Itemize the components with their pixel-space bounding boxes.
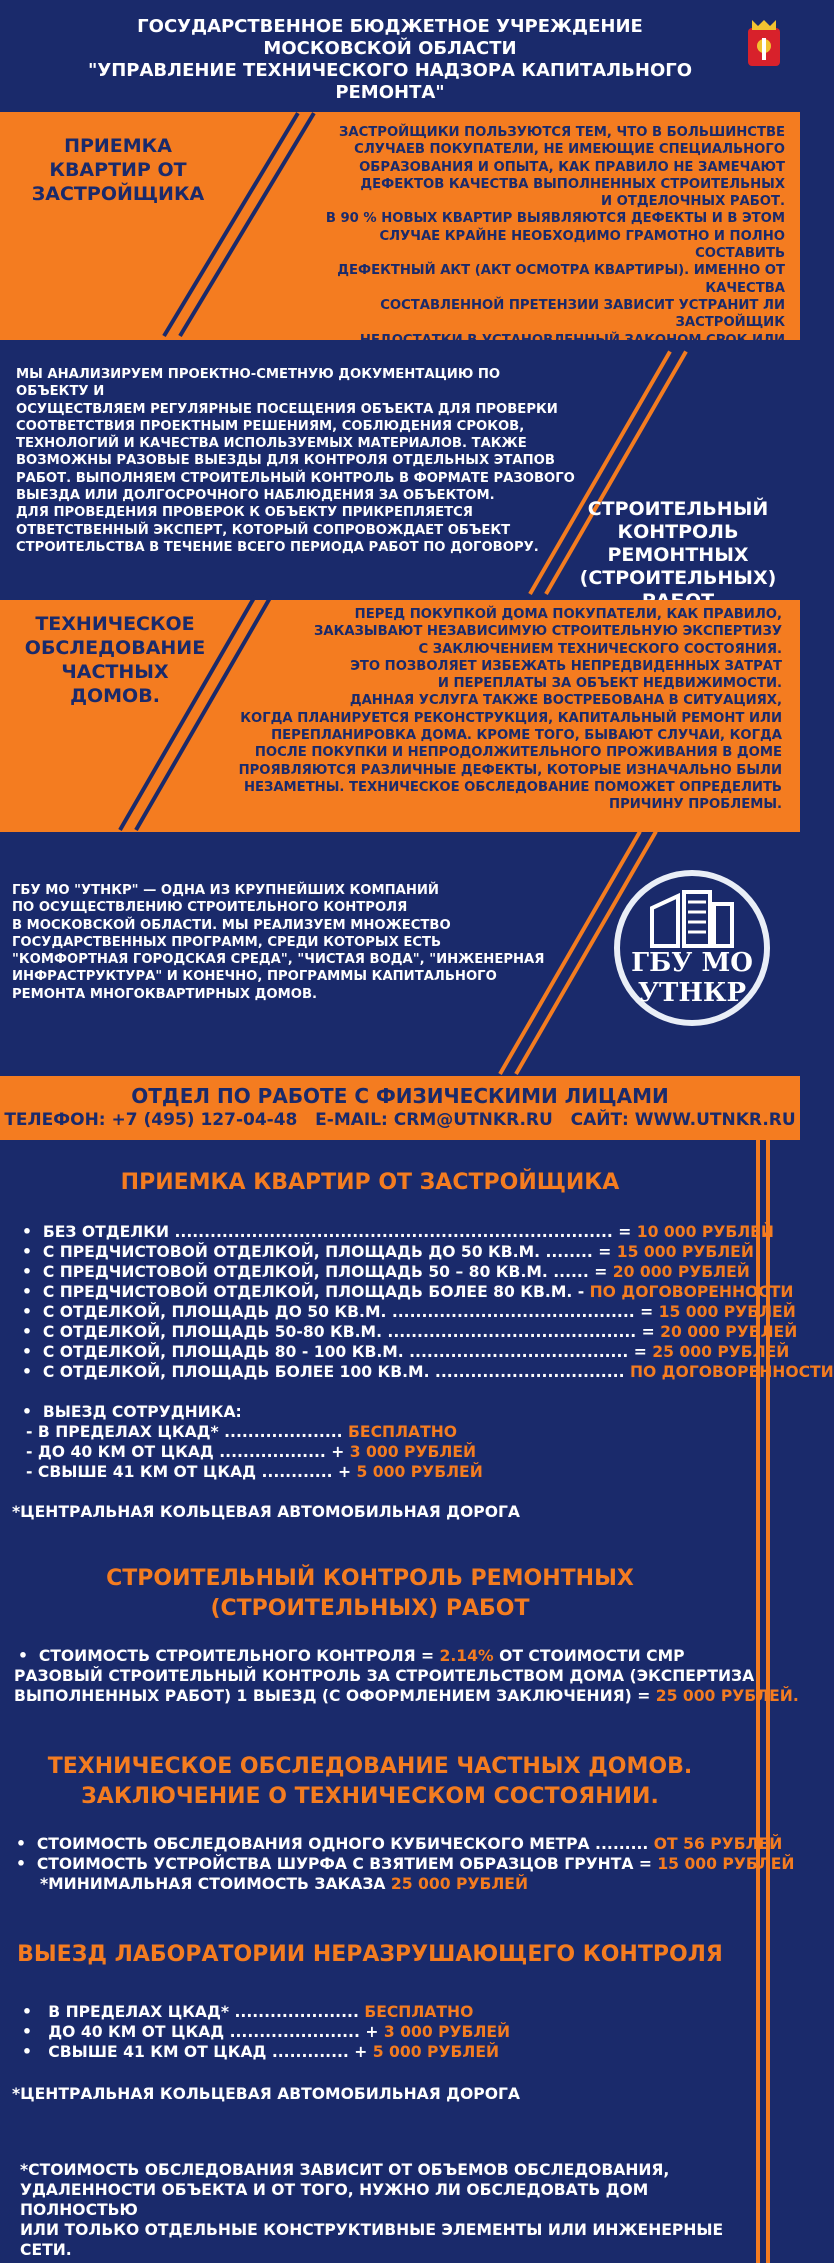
price-list-section: [0, 1140, 834, 2263]
visit-row: - СВЫШЕ 41 КМ ОТ ЦКАД ............ + 5 000 РУБЛЕЙ: [26, 1463, 483, 1481]
about-body: ГБУ МО "УТНКР" — ОДНА ИЗ КРУПНЕЙШИХ КОМПАНИЙ ПО ОСУЩЕСТВЛЕНИЮ СТРОИТЕЛЬНОГО КОНТРОЛЯ В МОСКОВСКОЙ ОБЛАСТИ. МЫ РЕАЛИЗУЕМ МНОЖЕСТВО ГОСУДАРСТВЕННЫХ ПРОГРАММ, СРЕДИ КОТОРЫХ ЕСТЬ "КОМФОРТНАЯ ГОРОДСКАЯ СРЕДА", "ЧИСТАЯ ВОДА", "ИНЖЕНЕРНАЯ ИНФРАСТРУКТУРА" И КОНЕЧНО, ПРОГРАММЫ КАПИТАЛЬНОГО РЕМОНТА МНОГОКВАРТИРНЫХ ДОМОВ.: [12, 883, 545, 1002]
contact-line: ТЕЛЕФОН: +7 (495) 127-04-48 E-MAIL: CRM@UTNKR.RU САЙТ: WWW.UTNKR.RU: [4, 1110, 796, 1130]
visit-row: - В ПРЕДЕЛАХ ЦКАД* .................... БЕСПЛАТНО: [26, 1423, 458, 1441]
logo-text-line-1: ГБУ МО: [631, 948, 753, 978]
price-row: • С ОТДЕЛКОЙ, ПЛОЩАДЬ 80 - 100 КВ.М. ..................................... = 25 000 РУБЛЕЙ: [22, 1343, 790, 1361]
acceptance-heading: ПРИЕМКА КВАРТИР ОТ ЗАСТРОЙЩИКА: [31, 135, 205, 205]
price-row: • БЕЗ ОТДЕЛКИ .......................................................................... = 10 000 РУБЛЕЙ: [22, 1223, 774, 1241]
inspection-price-row: • СТОИМОСТЬ УСТРОЙСТВА ШУРФА С ВЗЯТИЕМ ОБРАЗЦОВ ГРУНТА = 15 000 РУБЛЕЙ: [16, 1855, 795, 1873]
price-row: • С ПРЕДЧИСТОВОЙ ОТДЕЛКОЙ, ПЛОЩАДЬ 50 – 80 КВ.М. ...... = 20 000 РУБЛЕЙ: [22, 1263, 750, 1281]
price-row: • С ПРЕДЧИСТОВОЙ ОТДЕЛКОЙ, ПЛОЩАДЬ БОЛЕЕ 80 КВ.М. - ПО ДОГОВОРЕННОСТИ: [22, 1283, 794, 1301]
building-logo-icon: [648, 890, 736, 946]
visit-row: - ДО 40 КМ ОТ ЦКАД .................. + 3 000 РУБЛЕЙ: [26, 1443, 477, 1461]
construction-body: МЫ АНАЛИЗИРУЕМ ПРОЕКТНО-СМЕТНУЮ ДОКУМЕНТАЦИЮ ПО ОБЪЕКТУ И ОСУЩЕСТВЛЯЕМ РЕГУЛЯРНЫЕ ПОСЕЩЕНИЯ ОБЪЕКТА ДЛЯ ПРОВЕРКИ СООТВЕТСТВИЯ ПРОЕКТНЫМ РЕШЕНИЯМ, СОБЛЮДЕНИЯ СРОКОВ, ТЕХНОЛОГИЙ И КАЧЕСТВА ИСПОЛЬЗУЕМЫХ МАТЕРИАЛОВ. ТАКЖЕ ВОЗМОЖНЫ РАЗОВЫЕ ВЫЕЗДЫ ДЛЯ КОНТРОЛЯ ОТДЕЛЬНЫХ ЭТАПОВ РАБОТ. ВЫПОЛНЯЕМ СТРОИТЕЛЬНЫЙ КОНТРОЛЬ В ФОРМАТЕ РАЗОВОГО ВЫЕЗДА ИЛИ ДОЛГОСРОЧНОГО НАБЛЮДЕНИЯ ЗА ОБЪЕКТОМ. ДЛЯ ПРОВЕДЕНИЯ ПРОВЕРОК К ОБЪЕКТУ ПРИКРЕПЛЯЕТСЯ ОТВЕТСТВЕННЫЙ ЭКСПЕРТ, КОТОРЫЙ СОПРОВОЖДАЕТ ОБЪЕКТ СТРОИТЕЛЬСТВА В ТЕЧЕНИЕ ВСЕГО ПЕРИОДА РАБОТ ПО ДОГОВОРУ.: [16, 367, 575, 555]
acceptance-section: [0, 112, 800, 340]
title-line-3: "УПРАВЛЕНИЕ ТЕХНИЧЕСКОГО НАДЗОРА КАПИТАЛЬНОГО РЕМОНТА": [87, 60, 693, 103]
inspection-body: ПЕРЕД ПОКУПКОЙ ДОМА ПОКУПАТЕЛИ, КАК ПРАВИЛО, ЗАКАЗЫВАЮТ НЕЗАВИСИМУЮ СТРОИТЕЛЬНУЮ ЭКСПЕРТИЗУ С ЗАКЛЮЧЕНИЕМ ТЕХНИЧЕСКОГО СОСТОЯНИЯ. ЭТО ПОЗВОЛЯЕТ ИЗБЕЖАТЬ НЕПРЕДВИДЕННЫХ ЗАТРАТ И ПЕРЕПЛАТЫ ЗА ОБЪЕКТ НЕДВИЖИМОСТИ. ДАННАЯ УСЛУГА ТАКЖЕ ВОСТРЕБОВАНА В СИТУАЦИЯХ, КОГДА ПЛАНИРУЕТСЯ РЕКОНСТРУКЦИЯ, КАПИТАЛЬНЫЙ РЕМОНТ ИЛИ ПЕРЕПЛАНИРОВКА ДОМА. КРОМЕ ТОГО, БЫВАЮТ СЛУЧАИ, КОГДА ПОСЛЕ ПОКУПКИ И НЕПРОДОЛЖИТЕЛЬНОГО ПРОЖИВАНИЯ В ДОМЕ ПРОЯВЛЯЮТСЯ РАЗЛИЧНЫЕ ДЕФЕКТЫ, КОТОРЫЕ ИЗНАЧАЛЬНО БЫЛИ НЕЗАМЕТНЫ. ТЕХНИЧЕСКОЕ ОБСЛЕДОВАНИЕ ПОМОЖЕТ ОПРЕДЕЛИТЬ ПРИЧИНУ ПРОБЛЕМЫ.: [238, 607, 782, 813]
construction-price-row: ВЫПОЛНЕННЫХ РАБОТ) 1 ВЫЕЗД (С ОФОРМЛЕНИЕМ ЗАКЛЮЧЕНИЯ) = 25 000 РУБЛЕЙ.: [14, 1687, 799, 1705]
construction-heading: СТРОИТЕЛЬНЫЙ КОНТРОЛЬ РЕМОНТНЫХ (СТРОИТЕЛЬНЫХ): [579, 498, 777, 589]
inspection-heading: ТЕХНИЧЕСКОЕ ОБСЛЕДОВАНИЕ ЧАСТНЫХ ДОМОВ.: [24, 613, 206, 707]
contact-bar: [0, 1076, 800, 1140]
site-link[interactable]: WWW.UTNKR.RU: [634, 1110, 796, 1130]
price-row: • С ОТДЕЛКОЙ, ПЛОЩАДЬ БОЛЕЕ 100 КВ.М. ................................ ПО ДОГОВОРЕННОСТИ: [22, 1363, 834, 1381]
lab-price-row: • ДО 40 КМ ОТ ЦКАД ...................... + 3 000 РУБЛЕЙ: [22, 2023, 511, 2041]
lab-price-row: • СВЫШЕ 41 КМ ОТ ЦКАД ............. + 5 000 РУБЛЕЙ: [22, 2043, 500, 2061]
title-line-1: ГОСУДАРСТВЕННОЕ БЮДЖЕТНОЕ УЧРЕЖДЕНИЕ: [137, 16, 643, 37]
acceptance-body: ЗАСТРОЙЩИКИ ПОЛЬЗУЮТСЯ ТЕМ, ЧТО В БОЛЬШИНСТВЕ СЛУЧАЕВ ПОКУПАТЕЛИ, НЕ ИМЕЮЩИЕ СПЕЦИАЛЬНОГО ОБРАЗОВАНИЯ И ОПЫТА, КАК ПРАВИЛО НЕ ЗАМЕЧАЮТ ДЕФЕКТОВ КАЧЕСТВА ВЫПОЛНЕННЫХ СТРОИТЕЛЬНЫХ И ОТДЕЛОЧНЫХ РАБОТ. В 90 % НОВЫХ КВАРТИР ВЫЯВЛЯЮТСЯ ДЕФЕКТЫ И В ЭТОМ СЛУЧАЕ КРАЙНЕ НЕОБХОДИМО ГРАМОТНО И ПОЛНО СОСТАВИТЬ ДЕФЕКТНЫЙ АКТ (АКТ ОСМОТРА КВАРТИРЫ). ИМЕННО ОТ КАЧЕСТВА СОСТАВЛЕННОЙ ПРЕТЕНЗИИ ЗАВИСИТ УСТРАНИТ ЛИ ЗАСТРОЙЩИК: [325, 125, 785, 331]
inspection-price-row: • СТОИМОСТЬ ОБСЛЕДОВАНИЯ ОДНОГО КУБИЧЕСКОГО МЕТРА ......... ОТ 56 РУБЛЕЙ: [16, 1835, 783, 1853]
title-line-2: МОСКОВСКОЙ ОБЛАСТИ: [263, 38, 517, 59]
department-title: ОТДЕЛ ПО РАБОТЕ С ФИЗИЧЕСКИМИ ЛИЦАМИ: [131, 1084, 669, 1108]
price-lab-heading: ВЫЕЗД ЛАБОРАТОРИИ НЕРАЗРУШАЮЩЕГО КОНТРОЛЯ: [17, 1942, 723, 1967]
phone-link[interactable]: +7 (495) 127-04-48: [111, 1110, 298, 1130]
visit-title: • ВЫЕЗД СОТРУДНИКА:: [22, 1403, 242, 1421]
price-inspection-heading: ТЕХНИЧЕСКОЕ ОБСЛЕДОВАНИЕ ЧАСТНЫХ ДОМОВ. ЗАКЛЮЧЕНИЕ О ТЕХНИЧЕСКОМ СОСТОЯНИИ.: [47, 1754, 693, 1809]
construction-section: [0, 340, 800, 600]
organization-title: [40, 16, 740, 104]
logo-text-line-2: УТНКР: [637, 978, 747, 1008]
construction-price-row: • СТОИМОСТЬ СТРОИТЕЛЬНОГО КОНТРОЛЯ = 2.14% ОТ СТОИМОСТИ СМР: [18, 1647, 685, 1665]
header-banner: [0, 0, 800, 112]
about-section: [0, 832, 800, 1076]
price-construction-heading: СТРОИТЕЛЬНЫЙ КОНТРОЛЬ РЕМОНТНЫХ (СТРОИТЕЛЬНЫХ) РАБОТ: [106, 1566, 634, 1621]
price-row: • С ПРЕДЧИСТОВОЙ ОТДЕЛКОЙ, ПЛОЩАДЬ ДО 50 КВ.М. ........ = 15 000 РУБЛЕЙ: [22, 1243, 754, 1261]
email-link[interactable]: CRM@UTNKR.RU: [393, 1110, 553, 1130]
acceptance-footnote: *ЦЕНТРАЛЬНАЯ КОЛЬЦЕВАЯ АВТОМОБИЛЬНАЯ ДОРОГА: [12, 1503, 520, 1521]
inspection-min-row: *МИНИМАЛЬНАЯ СТОИМОСТЬ ЗАКАЗА 25 000 РУБЛЕЙ: [40, 1875, 529, 1893]
lab-price-row: • В ПРЕДЕЛАХ ЦКАД* ..................... БЕСПЛАТНО: [22, 2003, 474, 2021]
construction-price-row: РАЗОВЫЙ СТРОИТЕЛЬНЫЙ КОНТРОЛЬ ЗА СТРОИТЕЛЬСТВОМ ДОМА (ЭКСПЕРТИЗА: [14, 1667, 755, 1685]
final-note: *СТОИМОСТЬ ОБСЛЕДОВАНИЯ ЗАВИСИТ ОТ ОБЪЕМОВ ОБСЛЕДОВАНИЯ, УДАЛЕННОСТИ ОБЪЕКТА И ОТ ТОГО, НУЖНО ЛИ ОБСЛЕДОВАТЬ ДОМ ПОЛНОСТЬЮ ИЛИ ТОЛЬКО ОТДЕЛЬНЫЕ КОНСТРУКТИВНЫЕ ЭЛЕМЕНТЫ ИЛИ ИНЖЕНЕРНЫЕ СЕТИ.: [20, 2161, 724, 2259]
price-row: • С ОТДЕЛКОЙ, ПЛОЩАДЬ 50-80 КВ.М. .......................................... = 20 000 РУБЛЕЙ: [22, 1323, 798, 1341]
inspection-section: [0, 600, 800, 832]
price-acceptance-heading: ПРИЕМКА КВАРТИР ОТ ЗАСТРОЙЩИКА: [120, 1170, 620, 1195]
price-row: • С ОТДЕЛКОЙ, ПЛОЩАДЬ ДО 50 КВ.М. ......................................... = 15 000 РУБЛЕЙ: [22, 1303, 796, 1321]
lab-footnote: *ЦЕНТРАЛЬНАЯ КОЛЬЦЕВАЯ АВТОМОБИЛЬНАЯ ДОРОГА: [12, 2085, 520, 2103]
moscow-oblast-crest-icon: [744, 18, 784, 68]
utnkr-logo: [614, 870, 770, 1026]
